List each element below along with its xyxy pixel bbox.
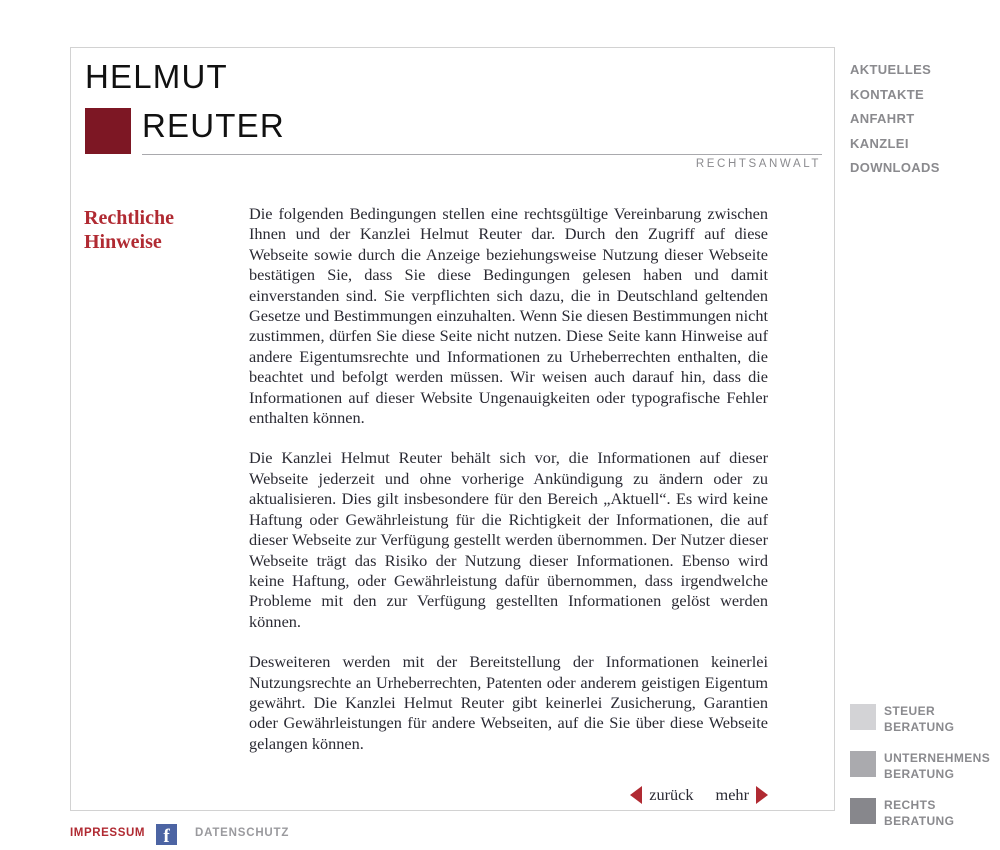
previous-page-label: zurück xyxy=(649,784,694,804)
service-label-line1: STEUER xyxy=(884,704,936,718)
service-label-line2: BERATUNG xyxy=(884,720,955,734)
service-label xyxy=(884,797,954,829)
service-list xyxy=(850,703,1000,844)
page-title: Rechtliche Hinweise xyxy=(84,207,174,253)
article-body xyxy=(249,204,768,754)
nav-item-kontakte[interactable]: KONTAKTE xyxy=(850,86,925,102)
article-paragraph: Desweiteren werden mit der Bereitstellung der Informationen keinerlei Nutzungsrechte an Urheberrechten, Patenten oder anderem geistigen Eigentum gewährt. Die Kanzlei Helmut Reuter gibt keinerlei Zusicherung, Garantien oder Gewährleistungen für andere Webseiten, auf die Sie über diese Webseite gelangen können. xyxy=(249,652,768,753)
previous-page-link[interactable] xyxy=(630,784,693,805)
article-paragraph: Die Kanzlei Helmut Reuter behält sich vor, die Informationen auf dieser Webseite jederzeit und ohne vorherige Ankündigung zu ändern oder zu aktualisieren. Dies gilt insbesondere für den Bereich „Aktuell“. Es wird keine Haftung oder Gewährleistung für die Richtigkeit der Informationen, die auf dieser Webseite zur Verfügung gestellt werden übernommen. Der Nutzer dieser Webseite trägt das Risiko der Nutzung dieser Informationen. Ebenso wird keine Haftung, oder Gewährleistung dafür übernommen, dass irgendwelche Probleme mit den zur Verfügung gestellten Informationen gelöst werden können. xyxy=(249,448,768,631)
service-label xyxy=(884,703,954,735)
logo-square-icon xyxy=(85,108,131,154)
service-swatch-icon xyxy=(850,751,876,777)
logo-line-helmut: HELMUT xyxy=(85,58,228,95)
facebook-glyph: f xyxy=(163,826,170,847)
nav-item-downloads[interactable]: DOWNLOADS xyxy=(850,160,940,175)
service-label-line1: UNTERNEHMENS xyxy=(884,751,991,765)
nav-item-kanzlei[interactable]: KANZLEI xyxy=(850,135,909,151)
logo-subtitle: RECHTSANWALT xyxy=(695,158,821,170)
article-paragraph: Die folgenden Bedingungen stellen eine rechtsgültige Vereinbarung zwischen Ihnen und der Kanzlei Helmut Reuter dar. Durch den Zugriff auf diese Webseite sowie durch die Anzeige beziehungsweise Nutzung dieser Webseite bestätigen Sie, dass Sie diese Bedingungen gelesen haben und damit einverstanden sind. Sie verpflichten sich dazu, die in Deutschland geltenden Gesetze und Bestimmungen einzuhalten. Wenn Sie diesen Bestimmungen nicht zustimmen, dürfen Sie diese Seite nicht nutzen. Diese Seite kann Hinweise auf andere Eigentumsrechte und Informationen zu Urheberrechten enthalten, die beachtet und befolgt werden müssen. Wir weisen auch darauf hin, dass die Informationen auf dieser Website Ungenauigkeiten oder typografische Fehler enthalten können. xyxy=(249,204,768,428)
content-frame xyxy=(70,47,835,811)
service-swatch-icon xyxy=(850,798,876,824)
logo-line-reuter: REUTER xyxy=(142,107,285,144)
site-masthead xyxy=(85,58,822,168)
service-label-line2: BERATUNG xyxy=(884,814,955,828)
arrow-right-icon xyxy=(756,786,768,804)
service-label xyxy=(884,750,990,782)
next-page-label: mehr xyxy=(715,784,749,804)
arrow-left-icon xyxy=(630,786,642,804)
nav-item-anfahrt[interactable]: ANFAHRT xyxy=(850,111,915,126)
service-item-rechtsberatung[interactable] xyxy=(850,797,1000,837)
facebook-icon[interactable] xyxy=(156,824,177,845)
service-swatch-icon xyxy=(850,704,876,730)
service-label-line2: BERATUNG xyxy=(884,767,955,781)
nav-item-aktuelles[interactable]: AKTUELLES xyxy=(850,62,932,77)
footer xyxy=(70,824,830,846)
service-item-steuerberatung[interactable] xyxy=(850,703,1000,743)
footer-link-datenschutz[interactable]: DATENSCHUTZ xyxy=(195,827,290,839)
service-label-line1: RECHTS xyxy=(884,798,936,812)
service-item-unternehmensberatung[interactable] xyxy=(850,750,1000,790)
main-navigation xyxy=(850,58,1000,181)
article-pager xyxy=(249,783,768,809)
footer-link-impressum[interactable]: IMPRESSUM xyxy=(70,827,146,839)
next-page-link[interactable] xyxy=(716,784,768,805)
masthead-divider xyxy=(142,154,822,155)
